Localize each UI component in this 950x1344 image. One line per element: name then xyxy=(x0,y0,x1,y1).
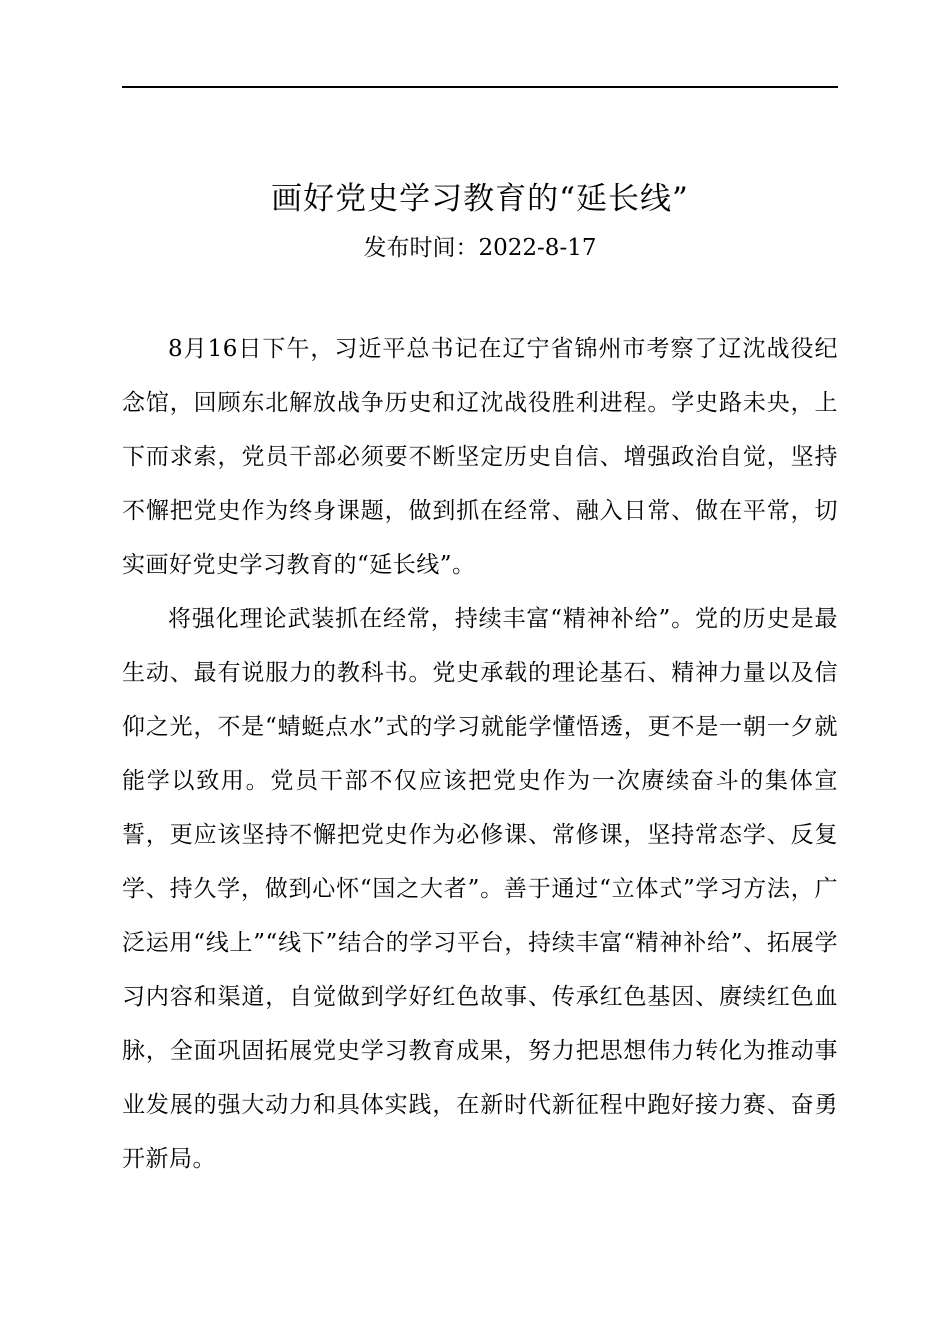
article-body xyxy=(122,322,838,1186)
header-rule xyxy=(122,86,838,88)
publish-date: 发布时间：2022-8-17 xyxy=(363,235,597,261)
paragraph-2: 将强化理论武装抓在经常，持续丰富“精神补给”。党的历史是最生动、最有说服力的教科书。党史承载的理论基石、精神力量以及信仰之光，不是“蜻蜓点水”式的学习就能学懂悟透，更不是一朝一夕就能学以致用。党员干部不仅应该把党史作为一次赓续奋斗的集体宣誓，更应该坚持不懈把党史作为必修课、常修课，坚持常态学、反复学、持久学，做到心怀“国之大者”。善于通过“立体式”学习方法，广泛运用“线上”“线下”结合的学习平台，持续丰富“精神补给”、拓展学习内容和渠道，自觉做到学好红色故事、传承红色基因、赓续红色血脉，全面巩固拓展党史学习教育成果，努力把思想伟力转化为推动事业发展的强大动力和具体实践，在新时代新征程中跑好接力赛、奋勇开新局。 xyxy=(122,606,838,1172)
paragraph-1: 8月16日下午，习近平总书记在辽宁省锦州市考察了辽沈战役纪念馆，回顾东北解放战争历史和辽沈战役胜利进程。学史路未央，上下而求索，党员干部必须要不断坚定历史自信、增强政治自觉，坚持不懈把党史作为终身课题，做到抓在经常、融入日常、做在平常，切实画好党史学习教育的“延长线”。 xyxy=(122,336,838,578)
article-title: 画好党史学习教育的“延长线” xyxy=(271,181,689,217)
